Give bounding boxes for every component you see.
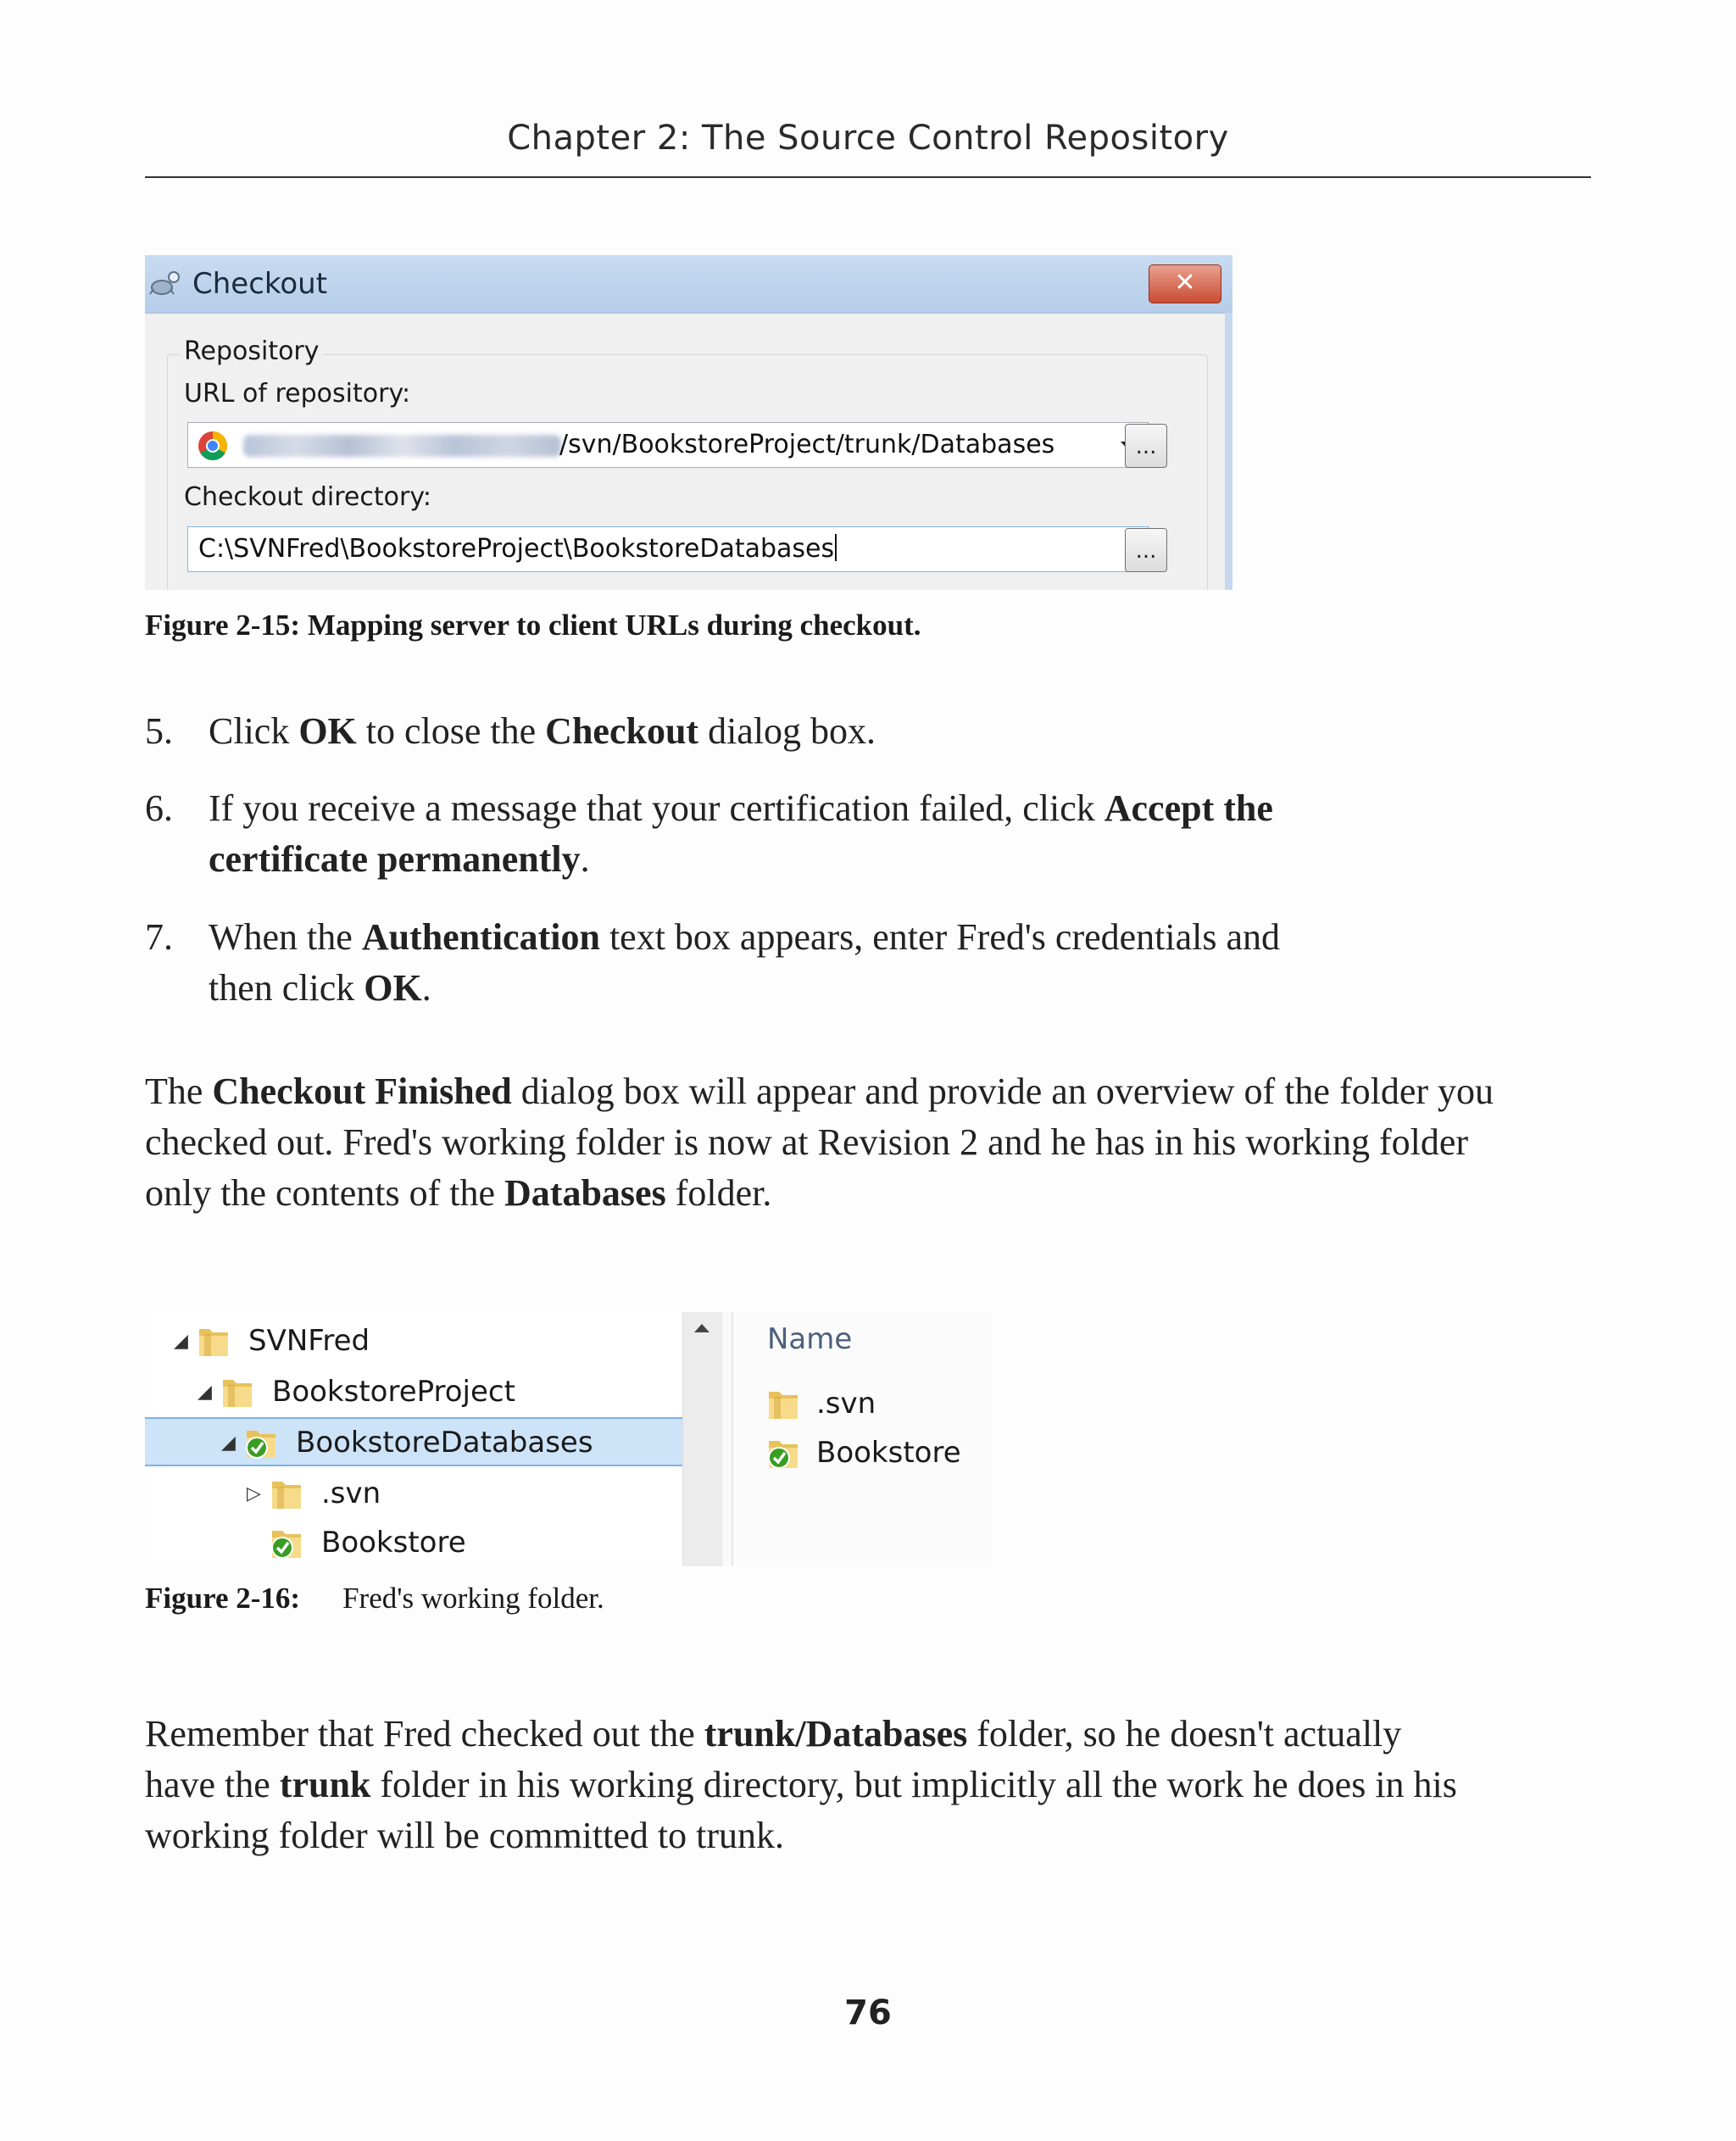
- text-run: to close the: [356, 710, 546, 752]
- list-item-label: .svn: [816, 1387, 876, 1421]
- paragraph-checkout-finished: [145, 1066, 1594, 1219]
- explorer-screenshot: [145, 1312, 993, 1566]
- folder-icon: [198, 1322, 230, 1358]
- text-run: checked out. Fred's working folder is now at Revision 2 and he has in his working folder: [145, 1121, 1469, 1163]
- text-run: folder in his working directory, but implicitly all the work he does in his: [370, 1764, 1457, 1805]
- url-value: /svn/BookstoreProject/trunk/Databases: [559, 430, 1055, 459]
- trunk-databases-ref: trunk/Databases: [704, 1713, 968, 1755]
- ok-button-ref: OK: [364, 967, 422, 1009]
- tree-item-label: BookstoreDatabases: [296, 1426, 593, 1460]
- step-number: 5.: [145, 710, 173, 752]
- text-run: The: [145, 1070, 213, 1112]
- step-text: [209, 912, 1412, 1014]
- checkout-finished-ref: Checkout Finished: [212, 1070, 512, 1112]
- checkout-ref: Checkout: [545, 710, 699, 752]
- url-combobox[interactable]: [187, 422, 1149, 468]
- ok-button-ref: OK: [298, 710, 357, 752]
- close-button[interactable]: ✕: [1149, 264, 1221, 303]
- step-5: [145, 706, 1416, 757]
- text-run: When the: [209, 916, 362, 958]
- figure-label: Figure 2-16:: [145, 1582, 301, 1615]
- checkout-directory-value-wrap: [198, 534, 837, 564]
- tree-item-svn[interactable]: [145, 1470, 682, 1519]
- tree-scrollbar[interactable]: [682, 1312, 722, 1566]
- tortoisesvn-checkout-icon: [148, 269, 182, 299]
- text-run: .: [421, 967, 431, 1009]
- list-item-label: Bookstore: [816, 1436, 961, 1470]
- tree-item-label: Bookstore: [321, 1526, 466, 1560]
- list-item-bookstore[interactable]: [767, 1429, 988, 1478]
- svn-ok-folder-icon: [245, 1424, 277, 1460]
- step-number: 7.: [145, 916, 173, 958]
- collapse-triangle-icon[interactable]: ◢: [221, 1432, 236, 1454]
- text-line: [145, 1810, 1594, 1861]
- text-run: working folder will be committed to trunk.: [145, 1815, 784, 1856]
- text-run: text box appears, enter Fred's credentials and: [599, 916, 1281, 958]
- text-run: folder.: [665, 1172, 772, 1214]
- text-run: have the: [145, 1764, 280, 1805]
- list-item-svn[interactable]: [767, 1380, 988, 1429]
- browse-url-button[interactable]: ...: [1125, 424, 1167, 468]
- expand-triangle-icon[interactable]: ▷: [247, 1483, 261, 1504]
- step-7: [145, 912, 1416, 1014]
- folder-icon: [767, 1385, 799, 1421]
- text-run: dialog box will appear and provide an overview of the folder you: [511, 1070, 1494, 1112]
- text-caret: [835, 534, 837, 561]
- tree-item-label: .svn: [321, 1476, 381, 1510]
- tree-item-svnfred[interactable]: [145, 1317, 682, 1366]
- figure-text: Fred's working folder.: [342, 1582, 604, 1615]
- tree-item-bookstoreproject[interactable]: [145, 1368, 682, 1417]
- text-run: If you receive a message that your certification failed, click: [209, 787, 1104, 829]
- tree-item-label: BookstoreProject: [272, 1375, 515, 1409]
- tree-item-bookstore[interactable]: [145, 1519, 682, 1566]
- accept-ref: Accept the: [1104, 787, 1273, 829]
- step-text: [209, 783, 1412, 885]
- checkout-directory-value: C:\SVNFred\BookstoreProject\BookstoreDatabases: [198, 534, 835, 564]
- file-list-pane: [732, 1312, 993, 1566]
- text-run: Remember that Fred checked out the: [145, 1713, 704, 1755]
- text-run: then click: [209, 967, 364, 1009]
- chrome-icon: [197, 430, 229, 462]
- text-line: [145, 1760, 1594, 1810]
- scroll-up-arrow-icon[interactable]: [694, 1324, 709, 1332]
- dialog-frame-edge: [1225, 313, 1232, 590]
- text-run: .: [580, 838, 590, 880]
- databases-ref: Databases: [504, 1172, 666, 1214]
- trunk-ref: trunk: [279, 1764, 371, 1805]
- svn-ok-folder-icon: [270, 1524, 303, 1560]
- dialog-title-bar[interactable]: [145, 255, 1232, 314]
- checkout-dialog: [145, 255, 1232, 590]
- folder-icon: [221, 1373, 253, 1409]
- dialog-title: Checkout: [192, 267, 328, 301]
- collapse-triangle-icon[interactable]: ◢: [174, 1331, 188, 1352]
- text-line: [145, 1709, 1594, 1760]
- figure-2-15-caption: Figure 2-15: Mapping server to client URLs during checkout.: [145, 609, 921, 642]
- step-number: 6.: [145, 787, 173, 829]
- text-line: [145, 1066, 1594, 1117]
- column-header-name[interactable]: Name: [767, 1322, 853, 1356]
- text-line: [145, 1117, 1594, 1168]
- browse-directory-button[interactable]: ...: [1125, 528, 1167, 572]
- text-run: dialog box.: [698, 710, 876, 752]
- figure-2-16-caption: [145, 1582, 604, 1615]
- tree-item-label: SVNFred: [248, 1324, 370, 1358]
- folder-icon: [270, 1475, 303, 1510]
- accept-ref-cont: certificate permanently: [209, 838, 581, 880]
- running-header: Chapter 2: The Source Control Repository: [507, 119, 1229, 158]
- checkout-directory-input[interactable]: [187, 526, 1149, 572]
- paragraph-trunk-note: [145, 1709, 1594, 1861]
- page-number: 76: [844, 1994, 892, 2033]
- redacted-server-url: [243, 435, 561, 457]
- checkout-directory-label: Checkout directory:: [184, 482, 432, 512]
- text-run: only the contents of the: [145, 1172, 505, 1214]
- folder-tree: [145, 1312, 682, 1566]
- step-text: [209, 706, 1412, 757]
- collapse-triangle-icon[interactable]: ◢: [198, 1382, 212, 1403]
- tree-item-bookstoredatabases[interactable]: [145, 1417, 682, 1466]
- svn-ok-folder-icon: [767, 1434, 799, 1470]
- text-run: Click: [209, 710, 299, 752]
- text-run: folder, so he doesn't actually: [967, 1713, 1402, 1755]
- url-label: URL of repository:: [184, 379, 411, 409]
- authentication-ref: Authentication: [361, 916, 600, 958]
- text-line: [145, 1168, 1594, 1219]
- repository-group-label: Repository: [181, 336, 323, 366]
- header-rule: [145, 176, 1591, 178]
- step-6: [145, 783, 1416, 885]
